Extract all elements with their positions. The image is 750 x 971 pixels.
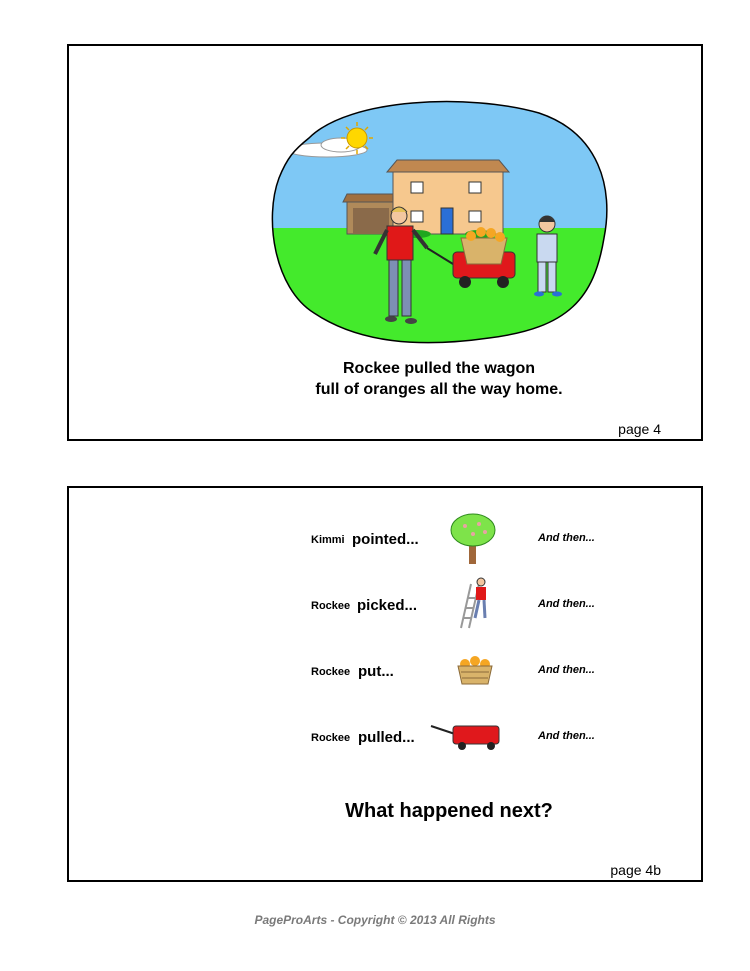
- row-verb: picked...: [357, 597, 418, 614]
- copyright-footer: PageProArts - Copyright © 2013 All Rights: [254, 913, 496, 927]
- row-subject: Rockee: [311, 666, 351, 678]
- row-and-then: And then...: [538, 598, 595, 610]
- caption-line-1: Rockee pulled the wagon: [342, 360, 536, 377]
- row-subject: Rockee: [311, 600, 351, 612]
- page-number: page 4b: [610, 862, 661, 878]
- list-item: [69, 531, 701, 594]
- story-illustration: [269, 98, 611, 348]
- review-page-panel: [67, 486, 703, 882]
- row-and-then: And then...: [538, 730, 595, 742]
- story-caption: [69, 358, 701, 400]
- row-and-then: And then...: [538, 664, 595, 676]
- orange-basket-icon: [455, 652, 495, 686]
- page-number: page 4: [618, 421, 661, 437]
- row-and-then: And then...: [538, 532, 595, 544]
- list-item: [69, 597, 701, 660]
- row-verb: pulled...: [358, 729, 415, 746]
- row-subject: Kimmi: [311, 534, 345, 546]
- row-verb: put...: [358, 663, 394, 680]
- question-heading: What happened next?: [345, 800, 553, 822]
- boy-on-ladder-icon: [457, 574, 491, 630]
- tree-icon: [449, 510, 497, 566]
- list-item: [69, 663, 701, 726]
- list-item: [69, 729, 701, 792]
- row-subject: Rockee: [311, 732, 351, 744]
- caption-line-2: full of oranges all the way home.: [315, 381, 563, 398]
- story-page-panel: [67, 44, 703, 441]
- row-verb: pointed...: [352, 531, 419, 548]
- red-wagon-icon: [429, 718, 505, 752]
